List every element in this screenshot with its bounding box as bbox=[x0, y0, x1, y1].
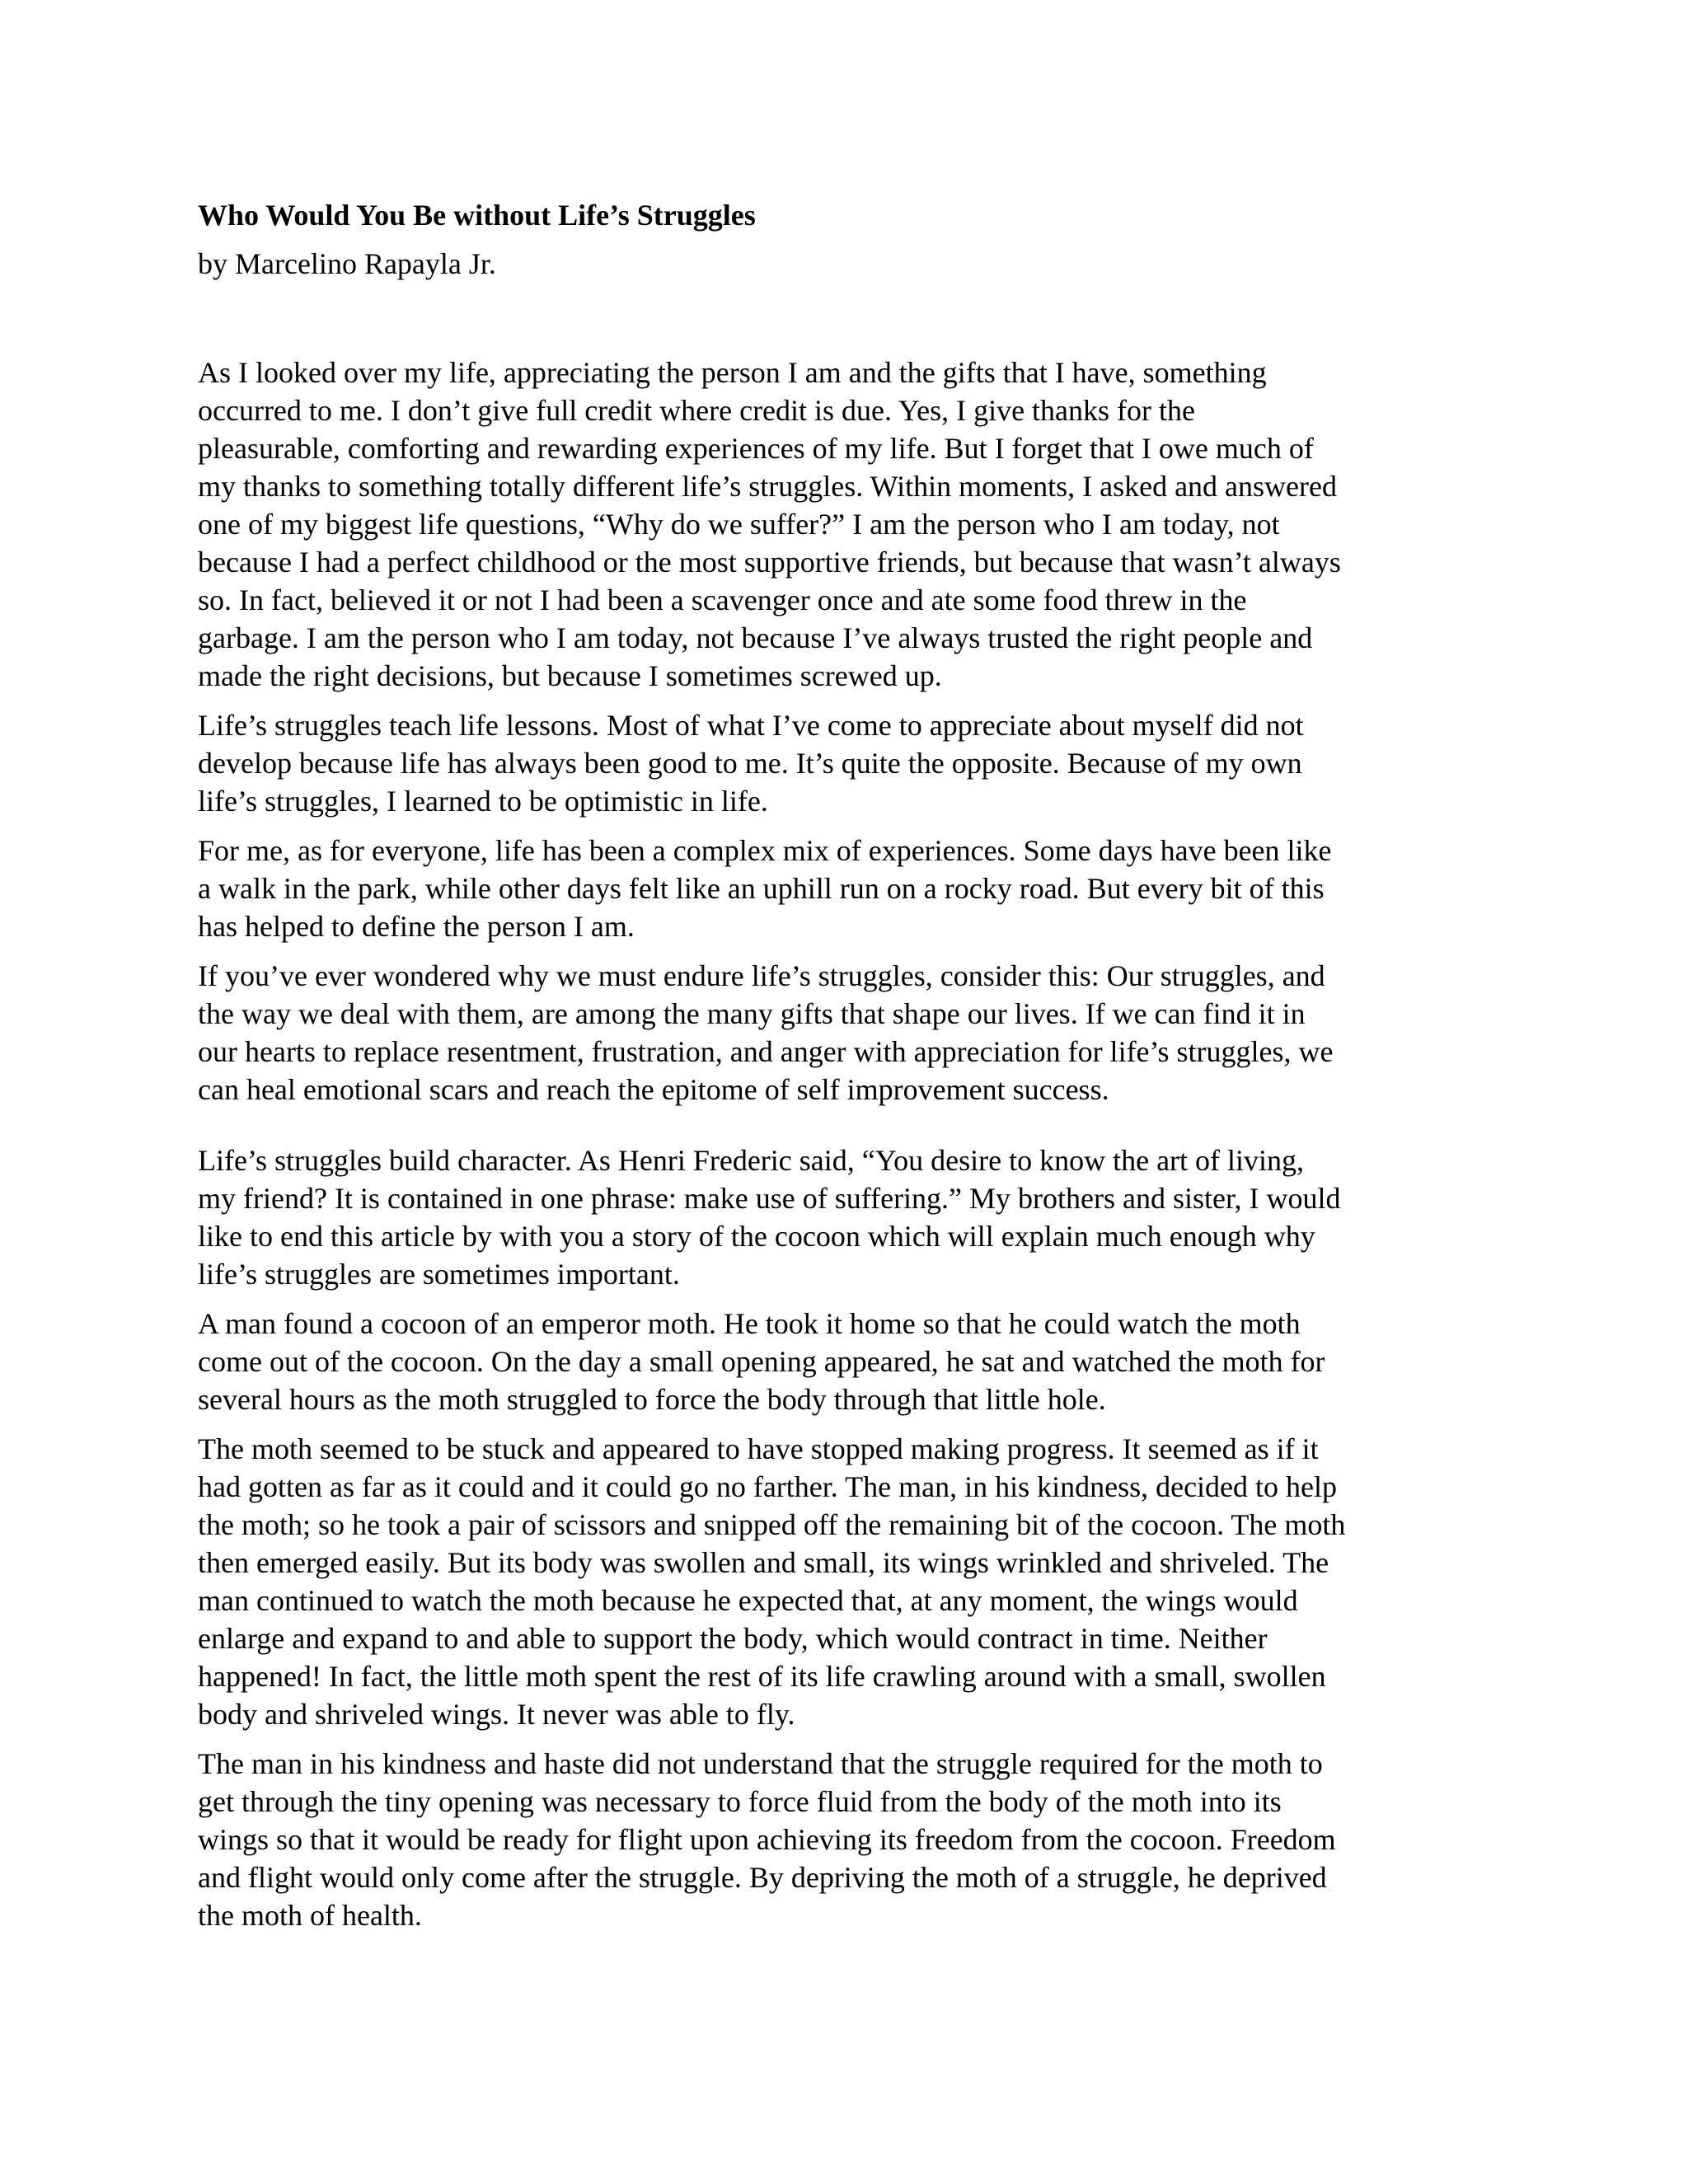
article-body bbox=[198, 354, 1484, 1934]
paragraph-line: the moth of health. bbox=[198, 1899, 422, 1932]
paragraph-line: For me, as for everyone, life has been a complex mix of experiences. Some days have been like bbox=[198, 834, 1332, 867]
paragraph-line: so. In fact, believed it or not I had been a scavenger once and ate some food threw in the bbox=[198, 583, 1247, 616]
body-paragraph-5 bbox=[198, 1141, 1484, 1293]
body-paragraph-1 bbox=[198, 354, 1484, 695]
paragraph-line: the way we deal with them, are among the many gifts that shape our lives. If we can find it in bbox=[198, 997, 1306, 1030]
body-paragraph-2 bbox=[198, 706, 1484, 820]
paragraph-line: and flight would only come after the struggle. By depriving the moth of a struggle, he deprived bbox=[198, 1861, 1327, 1894]
paragraph-line: As I looked over my life, appreciating the person I am and the gifts that I have, something bbox=[198, 356, 1267, 389]
article-byline: by Marcelino Rapayla Jr. bbox=[198, 247, 496, 280]
document-page bbox=[198, 196, 1484, 1946]
paragraph-line: enlarge and expand to and able to support the body, which would contract in time. Neither bbox=[198, 1622, 1268, 1655]
paragraph-line: made the right decisions, but because I sometimes screwed up. bbox=[198, 659, 942, 692]
paragraph-line: occurred to me. I don’t give full credit where credit is due. Yes, I give thanks for the bbox=[198, 394, 1195, 427]
paragraph-line: had gotten as far as it could and it could go no farther. The man, in his kindness, decided to help bbox=[198, 1470, 1338, 1503]
paragraph-line: A man found a cocoon of an emperor moth. He took it home so that he could watch the moth bbox=[198, 1307, 1301, 1340]
paragraph-line: wings so that it would be ready for flight upon achieving its freedom from the cocoon. Freedom bbox=[198, 1823, 1336, 1856]
body-paragraph-6 bbox=[198, 1305, 1484, 1418]
paragraph-line: happened! In fact, the little moth spent the rest of its life crawling around with a small, swollen bbox=[198, 1660, 1326, 1693]
paragraph-line: my friend? It is contained in one phrase: make use of suffering.” My brothers and sister, I would bbox=[198, 1182, 1341, 1215]
paragraph-line: pleasurable, comforting and rewarding experiences of my life. But I forget that I owe much of bbox=[198, 432, 1314, 465]
article-title: Who Would You Be without Life’s Struggles bbox=[198, 199, 756, 232]
paragraph-line: my thanks to something totally different life’s struggles. Within moments, I asked and answered bbox=[198, 470, 1337, 503]
paragraph-line: can heal emotional scars and reach the epitome of self improvement success. bbox=[198, 1073, 1109, 1106]
paragraph-line: Life’s struggles teach life lessons. Most of what I’ve come to appreciate about myself did not bbox=[198, 709, 1304, 742]
paragraph-line: come out of the cocoon. On the day a small opening appeared, he sat and watched the moth for bbox=[198, 1345, 1325, 1378]
paragraph-line: develop because life has always been good to me. It’s quite the opposite. Because of my own bbox=[198, 747, 1302, 780]
body-paragraph-4 bbox=[198, 957, 1484, 1108]
paragraph-line: our hearts to replace resentment, frustration, and anger with appreciation for life’s struggles, we bbox=[198, 1035, 1334, 1068]
paragraph-line: life’s struggles are sometimes important. bbox=[198, 1258, 680, 1291]
paragraph-line: several hours as the moth struggled to force the body through that little hole. bbox=[198, 1383, 1106, 1416]
paragraph-line: one of my biggest life questions, “Why do we suffer?” I am the person who I am today, not bbox=[198, 508, 1280, 541]
paragraph-line: The moth seemed to be stuck and appeared to have stopped making progress. It seemed as if it bbox=[198, 1432, 1319, 1465]
paragraph-line: The man in his kindness and haste did not understand that the struggle required for the moth to bbox=[198, 1747, 1323, 1780]
paragraph-line: life’s struggles, I learned to be optimistic in life. bbox=[198, 785, 768, 818]
paragraph-line: because I had a perfect childhood or the most supportive friends, but because that wasn’t always bbox=[198, 546, 1341, 579]
paragraph-line: like to end this article by with you a story of the cocoon which will explain much enough why bbox=[198, 1220, 1315, 1253]
paragraph-line: get through the tiny opening was necessary to force fluid from the body of the moth into its bbox=[198, 1785, 1282, 1818]
paragraph-line: the moth; so he took a pair of scissors and snipped off the remaining bit of the cocoon. The moth bbox=[198, 1508, 1346, 1541]
paragraph-line: has helped to define the person I am. bbox=[198, 910, 635, 943]
body-paragraph-8 bbox=[198, 1745, 1484, 1934]
paragraph-line: Life’s struggles build character. As Henri Frederic said, “You desire to know the art of living, bbox=[198, 1144, 1305, 1177]
body-paragraph-3 bbox=[198, 832, 1484, 945]
paragraph-line: garbage. I am the person who I am today, not because I’ve always trusted the right people and bbox=[198, 621, 1313, 654]
body-paragraph-7 bbox=[198, 1430, 1484, 1733]
paragraph-line: a walk in the park, while other days felt like an uphill run on a rocky road. But every bit of this bbox=[198, 872, 1325, 905]
paragraph-line: then emerged easily. But its body was swollen and small, its wings wrinkled and shriveled. The bbox=[198, 1546, 1329, 1579]
paragraph-line: body and shriveled wings. It never was able to fly. bbox=[198, 1698, 795, 1731]
paragraph-line: If you’ve ever wondered why we must endure life’s struggles, consider this: Our struggles, and bbox=[198, 959, 1325, 992]
paragraph-line: man continued to watch the moth because he expected that, at any moment, the wings would bbox=[198, 1584, 1298, 1617]
